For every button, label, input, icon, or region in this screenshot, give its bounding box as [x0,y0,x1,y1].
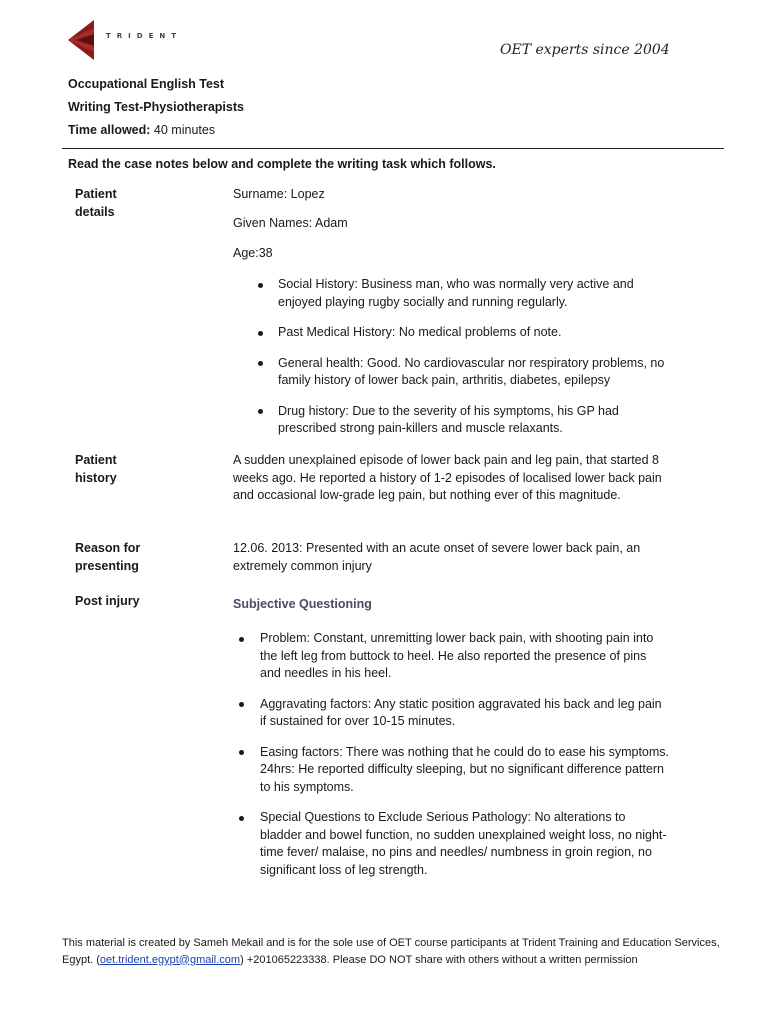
list-item: Past Medical History: No medical problems of note. [278,324,668,342]
list-item: Easing factors: There was nothing that he could do to ease his symptoms. 24hrs: He reported difficulty sleeping, but no significant difference pattern to his symptoms. [260,744,670,797]
test-title: Occupational English Test [68,77,225,91]
time-allowed-label: Time allowed: [68,123,151,137]
reason-text: 12.06. 2013: Presented with an acute onset of severe lower back pain, an extremely common injury [233,541,641,573]
header-divider [62,148,724,149]
trident-logo [66,18,182,62]
given-names: Given Names: Adam [233,216,348,230]
list-item: Problem: Constant, unremitting lower back pain, with shooting pain into the left leg from buttock to heel. He also reported the presence of pins and needles in his heel. [260,630,670,683]
instruction: Read the case notes below and complete the writing task which follows. [68,157,496,171]
post-injury-bullets [260,630,670,892]
list-item: Social History: Business man, who was normally very active and enjoyed playing rugby socially and running regularly. [278,276,668,311]
surname: Surname: Lopez [233,187,325,201]
footer-note: This material is created by Sameh Mekail and is for the sole use of OET course participants at Trident Training and Education Services, Egypt. (oet.trident.egypt@gmail.com) +201065223338. Please DO NOT share with others without a written permission [62,937,720,966]
test-subtitle: Writing Test-Physiotherapists [68,100,244,114]
email-link[interactable]: oet.trident.egypt@gmail.com [99,953,241,966]
reason-label: Reason for presenting [75,541,141,573]
time-allowed-value: 40 minutes [153,123,216,137]
patient-history-text: A sudden unexplained episode of lower back pain and leg pain, that started 8 weeks ago. He reported a history of 1-2 episodes of localised lower back pain and occasional low-grade leg pain, but nothing ever of this magnitude. [233,453,662,502]
list-item: Drug history: Due to the severity of his symptoms, his GP had prescribed strong pain-killers and muscle relaxants. [278,403,668,438]
patient-details-label: Patient details [75,187,117,219]
post-injury-label: Post injury [75,594,140,608]
list-item: Special Questions to Exclude Serious Pathology: No alterations to bladder and bowel function, no sudden unexplained weight loss, no night-time fever/ malaise, no pins and needles/ numbness in groin region, no significant loss of leg strength. [260,809,670,879]
time-allowed [68,123,215,137]
trident-logo-icon [66,18,106,62]
list-item: Aggravating factors: Any static position aggravated his back and leg pain if sustained for over 10-15 minutes. [260,696,670,731]
age: Age:38 [233,246,273,260]
tagline: OET experts since 2004 [500,42,670,58]
subjective-questioning-heading: Subjective Questioning [233,597,372,611]
logo-text: TRIDENT [106,32,182,40]
list-item: General health: Good. No cardiovascular nor respiratory problems, no family history of lower back pain, arthritis, diabetes, epilepsy [278,355,668,390]
patient-details-bullets [278,276,668,451]
patient-history-label: Patient history [75,453,117,485]
